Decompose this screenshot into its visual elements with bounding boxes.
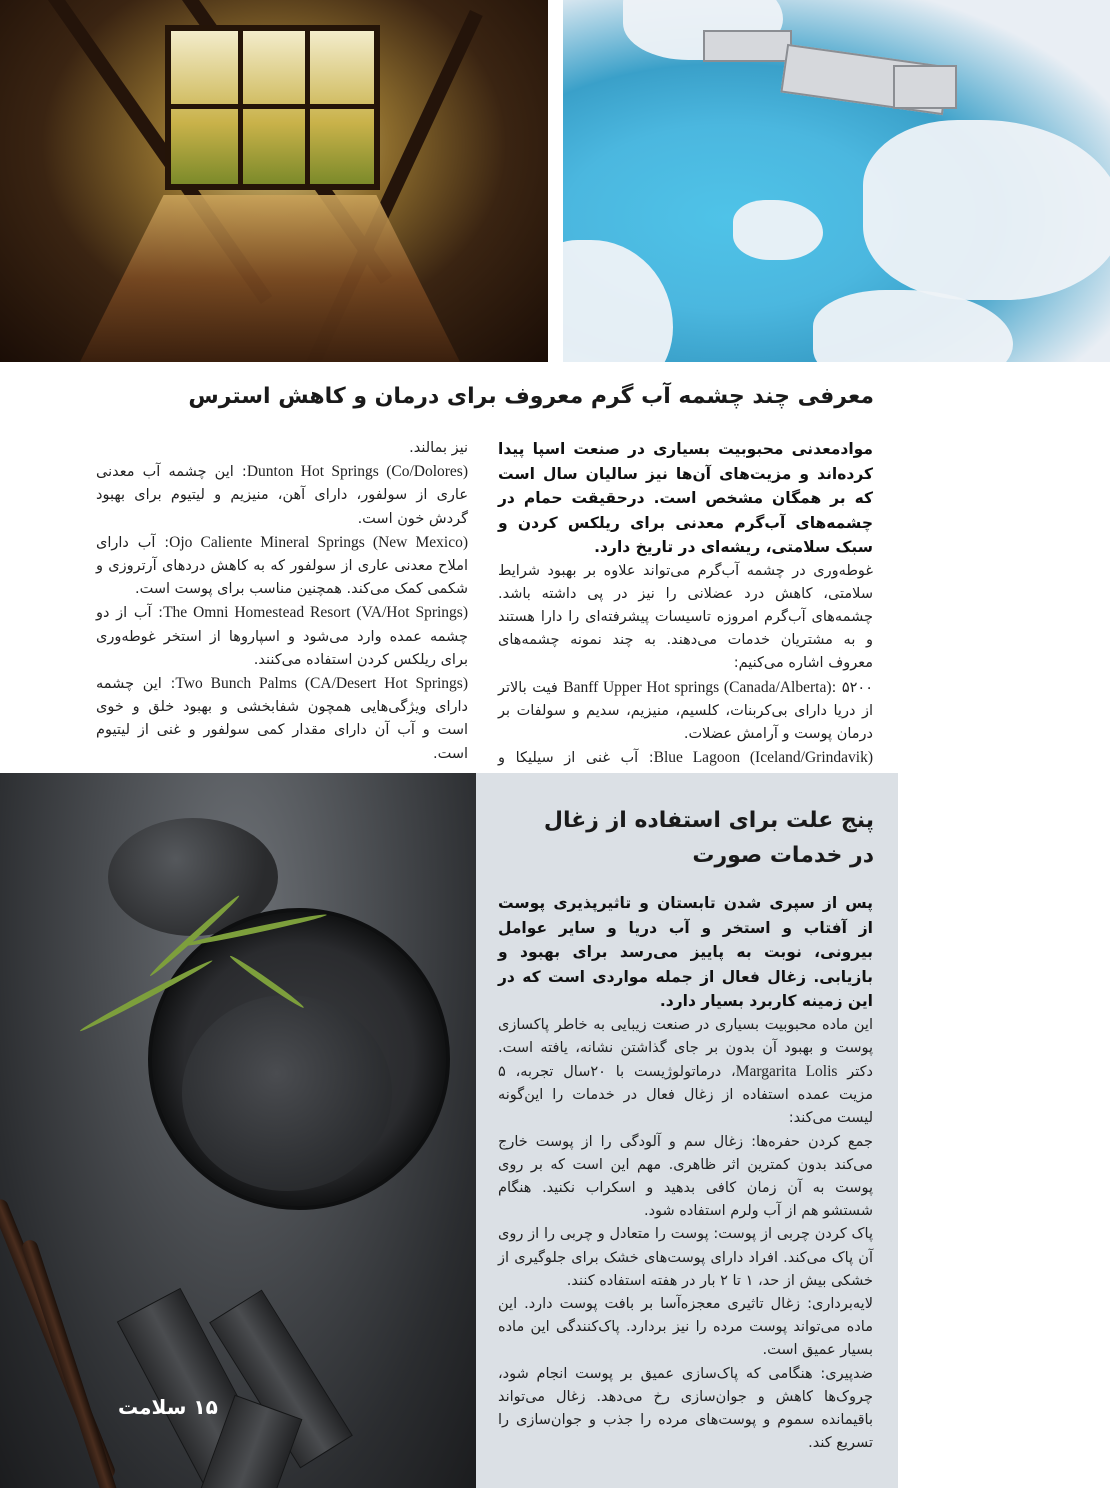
doctor-name: Margarita Lolis [735,1062,838,1080]
spring-description: : آب غنی از سیلیکا و [498,750,654,767]
article-left-column [96,437,468,766]
continuation-text: نیز بمالند. [409,440,468,456]
article-intro: غوطه‌وری در چشمه آب‌گرم می‌تواند علاوه بر بهبود شرایط سلامتی، کاهش درد عضلانی را نیز در پی داشته باشد. چشمه‌های آب‌گرم امروزه تاسیسات پیشرفته‌ای را دارا هستند و به مشتریان خدمات می‌دهند. به چند نمونه چشمه‌های معروف اشاره می‌کنیم: [498,562,873,672]
indoor-hot-spring-photo [0,0,548,362]
spring-description: : ۵۲۰۰ فیت بالاتر از دریا دارای بی‌کربنات، کلسیم، منیزیم، سدیم و سولفات بر درمان پوست و آرامش عضلات. [498,679,873,742]
spring-name: Banff Upper Hot springs (Canada/Alberta) [563,678,832,696]
charcoal-article-title [524,803,874,873]
spring-description: : آب دارای املاح معدنی عاری از سولفور که به کاهش دردهای آرتروزی و شکمی کمک می‌کند. همچنین مناسب برای پوست است. [96,534,468,598]
paragraph-text: ، درماتولوژیست با ۲۰سال تجربه، ۵ مزیت عمده استفاده از زغال فعال در خدمات را این‌گونه لیست می‌کند: [498,1063,873,1127]
spring-name: The Omni Homestead Resort (VA/Hot Springs) [163,604,468,622]
spring-name: Dunton Hot Springs (Co/Dolores) [246,463,468,481]
charcoal-powder-photo [0,773,476,1488]
page-number-logo: ۱۵ سلامت [118,1395,218,1419]
spring-description: : این چشمه دارای ویژگی‌هایی همچون شفابخشی و بهبود خلق و خوی است و آب آن دارای مقدار کمی سولفور و غنی از لیتیوم است. [96,676,468,762]
spring-item-ojo-caliente [96,531,468,602]
article-title: معرفی چند چشمه آب گرم معروف برای درمان و کاهش استرس [188,384,874,409]
spring-name: Blue Lagoon (Iceland/Grindavik) [653,749,873,767]
charcoal-paragraph [498,1014,873,1131]
benefit-anti-aging: ضدپیری: هنگامی که پاک‌سازی عمیق بر پوست انجام شود، چروک‌ها کاهش و جوان‌سازی رخ می‌دهد. زغال می‌تواند باقیمانده سموم و پوست‌های مرده را جذب و جوان‌سازی را تسریع کند. [498,1365,873,1452]
paragraph-text: این ماده محبوبیت بسیاری در صنعت زیبایی به خاطر پاکسازی پوست و بهبود آن بدون بر جای گذاشتن نشانه، یافته است. دکتر [498,1016,873,1080]
benefit-exfoliation: لایه‌برداری: زغال تاثیری معجزه‌آسا بر بافت پوست دارد. این ماده می‌تواند پوست مرده را نیز بردارد. پاک‌کنندگی این ماده بسیار عمیق است. [498,1295,873,1359]
charcoal-lead: پس از سپری شدن تابستان و تاثیرپذیری پوست از آفتاب و استخر و آب دریا و سایر عوامل بیرونی، نوبت به پاییز می‌رسد برای بهبود و بازیابی. زغال فعال از جمله مواردی است که در این زمینه کاربرد بسیار دارد. [498,894,873,1010]
blue-lagoon-aerial-photo [563,0,1110,362]
spring-name: Two Bunch Palms (CA/Desert Hot Springs) [175,675,468,693]
spring-description: : این چشمه آب معدنی عاری از سولفور، دارای آهن، منیزیم و لیتیوم برای بهبود گردش خون است. [96,464,468,527]
spring-description: : آب از دو چشمه عمده وارد می‌شود و اسپاروها از استخر غوطه‌وری برای ریلکس کردن استفاده می‌کنند. [96,605,468,668]
charcoal-article-body [498,891,873,1455]
spring-name: Ojo Caliente Mineral Springs (New Mexico) [169,533,468,551]
spring-item-omni-homestead [96,601,468,672]
spring-item-banff [498,676,873,747]
benefit-oil: پاک کردن چربی از پوست: پوست را متعادل و چربی را از روی آن پاک می‌کند. افراد دارای پوست‌های خشک برای جلوگیری از خشکی بیش از حد، ۱ تا ۲ بار در هفته استفاده کنند. [498,1226,873,1289]
article-lead: موادمعدنی محبوبیت بسیاری در صنعت اسپا پیدا کرده‌اند و مزیت‌های آن‌ها نیز سالیان سال است که بر همگان مشخص است. درحقیقت حمام در چشمه‌های آب‌گرم معدنی برای ریلکس کردن و سبک سلامتی، ریشه‌ای در تاریخ دارد. [498,440,873,556]
charcoal-title-line-1: پنج علت برای استفاده از زغال [543,808,874,833]
benefit-pores: جمع کردن حفره‌ها: زغال سم و آلودگی را از پوست خارج می‌کند بدون کمترین اثر ظاهری. مهم این است که بر روی پوست به آن زمان کافی بدهید و اسکراب نکنید. هنگام شستشو هم از آب ولرم استفاده شود. [498,1133,873,1220]
spring-item-dunton [96,460,468,531]
charcoal-title-line-2: در خدمات صورت [692,843,874,868]
spring-item-two-bunch-palms [96,672,468,766]
article-right-column [498,437,873,794]
